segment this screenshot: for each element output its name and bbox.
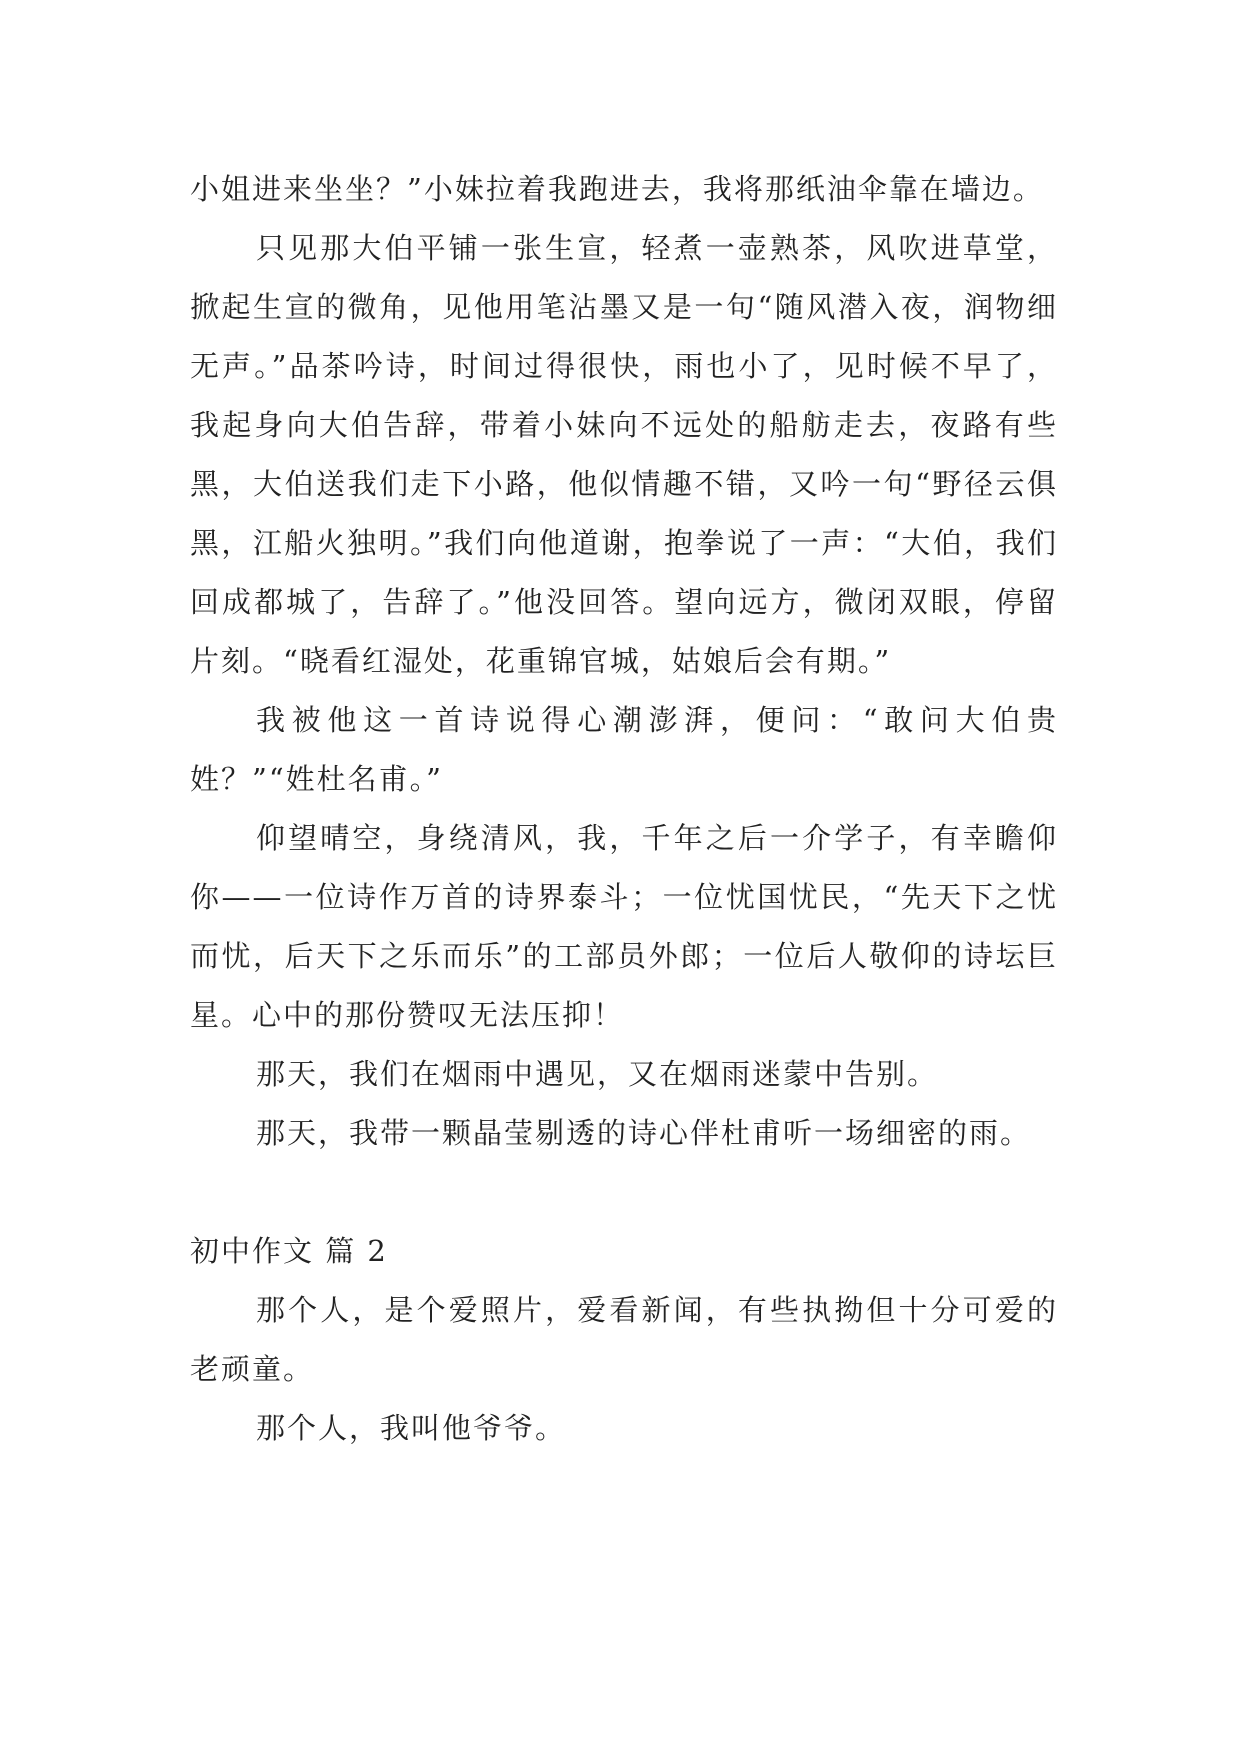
section-heading: 初中作文 篇 2 <box>190 1234 388 1268</box>
paragraph-1: 小姐进来坐坐？”小妹拉着我跑进去，我将那纸油伞靠在墙边。 <box>190 172 1044 206</box>
paragraph-7: 那个人，是个爱照片，爱看新闻，有些执拗但十分可爱的老顽童。 <box>190 1293 1058 1386</box>
paragraph-2: 只见那大伯平铺一张生宣，轻煮一壶熟茶，风吹进草堂，掀起生宣的微角，见他用笔沾墨又是一句“随风潜入夜，润物细无声。”品茶吟诗，时间过得很快，雨也小了，见时候不早了，我起身向大伯告辞，带着小妹向不远处的船舫走去，夜路有些黑，大伯送我们走下小路，他似情趣不错，又吟一句“野径云俱黑，江船火独明。”我们向他道谢，抱拳说了一声：“大伯，我们回成都城了，告辞了。”他没回答。望向远方，微闭双眼，停留片刻。“晓看红湿处，花重锦官城，姑娘后会有期。” <box>190 231 1058 678</box>
paragraph-4: 仰望晴空，身绕清风，我，千年之后一介学子，有幸瞻仰你——一位诗作万首的诗界泰斗；一位忧国忧民，“先天下之忧而忧，后天下之乐而乐”的工部员外郎；一位后人敬仰的诗坛巨星。心中的那份赞叹无法压抑！ <box>190 821 1058 1032</box>
section-spacer <box>190 1163 1058 1222</box>
paragraph-8: 那个人，我叫他爷爷。 <box>256 1411 567 1445</box>
paragraph-5: 那天，我们在烟雨中遇见，又在烟雨迷蒙中告别。 <box>256 1057 939 1091</box>
paragraph-6: 那天，我带一颗晶莹剔透的诗心伴杜甫听一场细密的雨。 <box>256 1116 1032 1150</box>
paragraph-3: 我被他这一首诗说得心潮澎湃，便问：“敢问大伯贵姓？”“姓杜名甫。” <box>190 703 1058 796</box>
document-page <box>190 160 1058 1458</box>
